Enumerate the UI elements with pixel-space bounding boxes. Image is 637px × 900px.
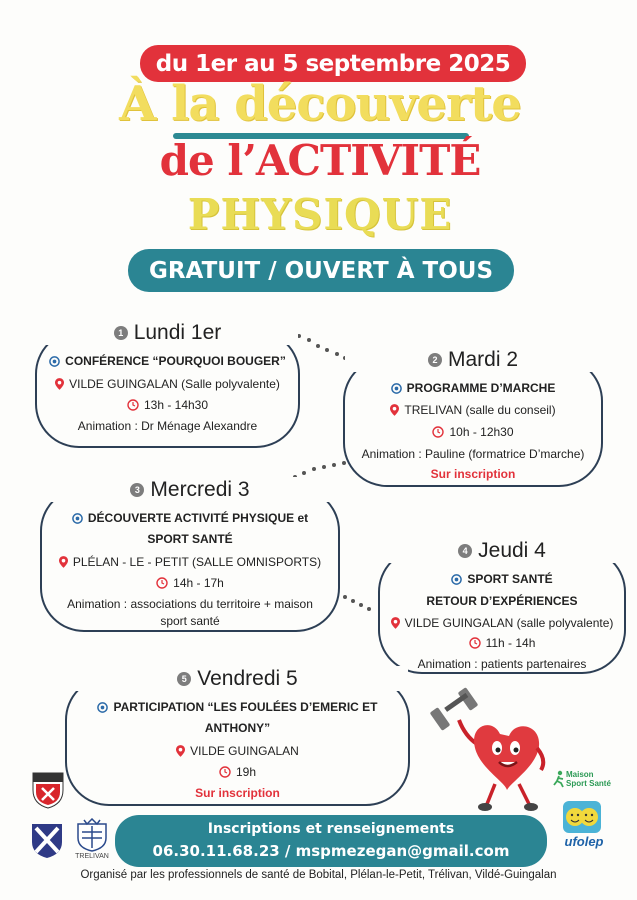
ufolep-wordmark: ufolep [564, 834, 604, 849]
maison-sport-sante-logo [552, 768, 614, 798]
clock-icon [156, 577, 168, 589]
day-card-1 [35, 321, 300, 448]
running-figure-icon [552, 770, 566, 788]
day-3-time-line [42, 576, 338, 590]
dumbbell-icon [430, 687, 479, 731]
vilde-guingalan-crest-logo [30, 770, 66, 810]
trelivan-logo-caption: TRELIVAN [75, 853, 109, 860]
target-icon [391, 383, 402, 394]
day-1-time-line [37, 398, 298, 412]
smiley-faces-logo [562, 800, 602, 834]
location-pin-icon [391, 617, 400, 629]
day-5-number-badge: 5 [177, 672, 191, 686]
day-2-event [345, 381, 601, 395]
day-1-time: 13h - 14h30 [143, 398, 209, 412]
day-5-title: Vendredi 5 [197, 667, 298, 690]
commune-crest-logo [30, 822, 64, 860]
day-1-number-badge: 1 [114, 326, 128, 340]
day-5-location: VILDE GUINGALAN [190, 744, 299, 758]
registration-contact: 06.30.11.68.23 / mspmezegan@gmail.com [152, 842, 510, 860]
day-4-event-title-l1: SPORT SANTÉ [467, 572, 553, 586]
day-3-event-title-l2: SPORT SANTÉ [147, 532, 233, 546]
day-2-registration-note: Sur inscription [430, 467, 516, 481]
free-open-banner [128, 249, 514, 292]
location-pin-icon [55, 378, 64, 390]
day-2-animation: Animation : Pauline (formatrice D’marche) [361, 447, 585, 461]
target-icon [72, 513, 83, 524]
organizer-text: Organisé par les professionnels de santé de Bobital, Plélan-le-Petit, Trélivan, Vildé-Guingalan [80, 869, 557, 881]
clock-icon [127, 399, 139, 411]
day-2-time-line [345, 425, 601, 439]
dates-text: du 1er au 5 septembre 2025 [155, 50, 511, 77]
maison-sport-sante-text: Maison Sport Santé [566, 770, 611, 788]
day-5-event-title-l2: ANTHONY” [204, 721, 271, 735]
day-3-title: Mercredi 3 [150, 478, 250, 501]
day-4-location: VILDE GUINGALAN (salle polyvalente) [404, 616, 614, 630]
location-pin-icon [59, 556, 68, 568]
day-5-location-line [67, 744, 408, 758]
day-2-location-line [345, 403, 601, 417]
day-4-time: 11h - 14h [485, 636, 536, 650]
day-5-registration-note: Sur inscription [195, 786, 280, 800]
day-4-event-title-l2: RETOUR D’EXPÉRIENCES [426, 594, 578, 608]
day-4-header [380, 538, 624, 563]
target-icon [451, 574, 462, 585]
day-3-number-badge: 3 [130, 483, 144, 497]
day-1-event-title: CONFÉRENCE “POURQUOI BOUGER” [65, 354, 286, 368]
day-card-4 [378, 539, 626, 674]
registration-banner [115, 815, 547, 867]
day-2-time: 10h - 12h30 [449, 425, 514, 439]
registration-title: Inscriptions et renseignements [207, 821, 455, 837]
day-card-3 [40, 478, 340, 632]
title-line-2: de l’ACTIVITÉ [159, 136, 481, 185]
day-card-5 [65, 667, 410, 806]
day-5-header [67, 666, 408, 691]
day-5-event-title-l1: PARTICIPATION “LES FOULÉES D’EMERIC ET [113, 700, 378, 714]
day-5-event-l1 [67, 700, 408, 714]
title-line-3: PHYSIQUE [187, 190, 453, 239]
free-open-text: GRATUIT / OUVERT À TOUS [148, 257, 494, 284]
day-1-location-line [37, 377, 298, 391]
day-3-time: 14h - 17h [173, 576, 224, 590]
day-4-title: Jeudi 4 [478, 539, 546, 562]
day-3-event-l1 [42, 511, 338, 525]
clock-icon [432, 426, 444, 438]
day-4-event-l1 [380, 572, 624, 586]
day-4-animation: Animation : patients partenaires [417, 657, 587, 671]
day-2-event-title: PROGRAMME D’MARCHE [406, 381, 556, 395]
day-1-location: VILDE GUINGALAN (Salle polyvalente) [69, 377, 280, 391]
day-2-header [345, 347, 601, 372]
day-5-time: 19h [235, 765, 257, 779]
trelivan-crest-logo [74, 818, 110, 852]
target-icon [97, 702, 108, 713]
target-icon [49, 356, 60, 367]
day-1-title: Lundi 1er [133, 321, 222, 344]
location-pin-icon [390, 404, 399, 416]
clock-icon [219, 766, 231, 778]
day-4-time-line [380, 636, 624, 650]
day-2-title: Mardi 2 [447, 348, 519, 371]
day-1-event [37, 354, 298, 368]
day-3-location: PLÉLAN - LE - PETIT (SALLE OMNISPORTS) [72, 555, 322, 569]
day-4-location-line [380, 616, 624, 630]
day-3-animation-l1: Animation : associations du territoire + maison [67, 597, 313, 611]
location-pin-icon [176, 745, 185, 757]
day-2-location: TRELIVAN (salle du conseil) [404, 403, 556, 417]
day-2-number-badge: 2 [428, 353, 442, 367]
day-3-event-title-l1: DÉCOUVERTE ACTIVITÉ PHYSIQUE et [87, 511, 309, 525]
clock-icon [469, 637, 481, 649]
day-3-header [42, 477, 338, 502]
ufolep-logo [553, 834, 615, 849]
heart-mascot-illustration [425, 686, 555, 816]
day-1-header [37, 320, 298, 345]
day-1-animation: Animation : Dr Ménage Alexandre [77, 419, 258, 433]
day-3-location-line [42, 555, 338, 569]
day-3-animation-l2: sport santé [160, 614, 220, 628]
title-line-1: À la découverte [119, 76, 521, 132]
day-card-2 [343, 348, 603, 487]
day-5-time-line [67, 765, 408, 779]
day-4-number-badge: 4 [458, 544, 472, 558]
